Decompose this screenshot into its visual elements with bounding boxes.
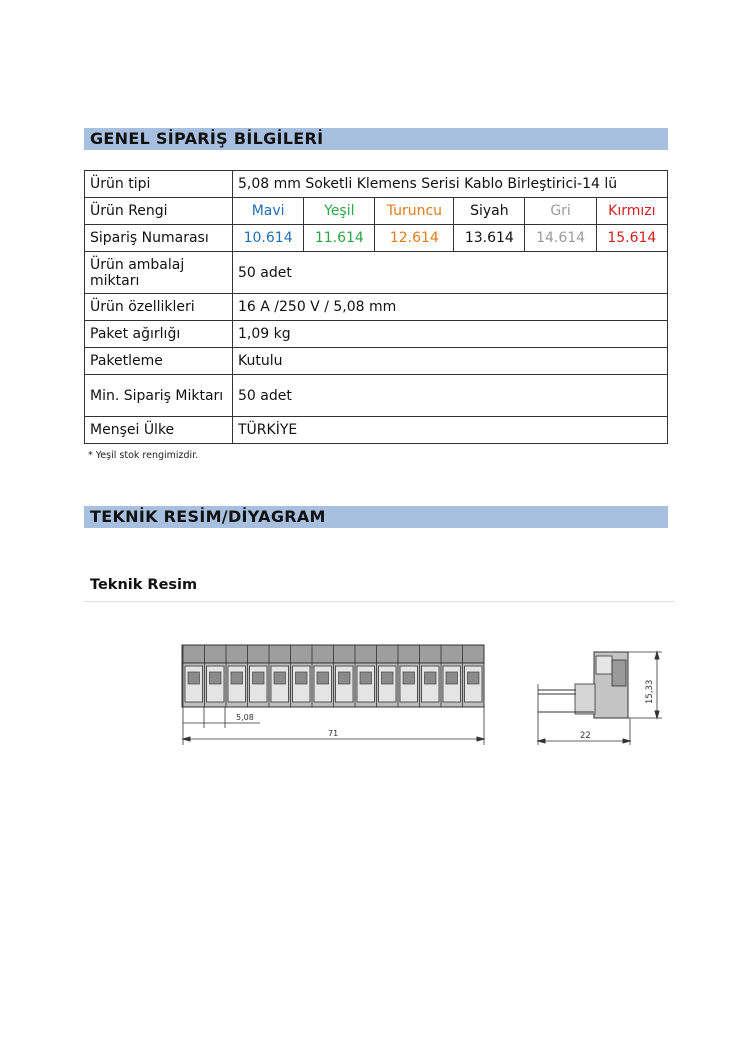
color-name-red: Kırmızı <box>596 198 667 225</box>
side-view <box>538 652 662 745</box>
arrow-top <box>655 652 659 659</box>
weight-label: Paket ağırlığı <box>85 321 233 348</box>
arrow-right <box>477 737 484 741</box>
weight-value: 1,09 kg <box>233 321 668 348</box>
product-color-label: Ürün Rengi <box>85 198 233 225</box>
pole-contact <box>274 672 286 684</box>
section-title-technical-drawing: TEKNİK RESİM/DİYAGRAM <box>84 506 668 528</box>
features-label: Ürün özellikleri <box>85 294 233 321</box>
color-name-orange: Turuncu <box>375 198 454 225</box>
side-screw-slot <box>596 656 612 674</box>
color-name-black: Siyah <box>454 198 525 225</box>
pole-contact <box>468 672 480 684</box>
origin-label: Menşei Ülke <box>85 417 233 444</box>
packing-label: Paketleme <box>85 348 233 375</box>
height-label: 15,33 <box>645 679 655 704</box>
order-number-blue: 10.614 <box>233 225 304 252</box>
features-value: 16 A /250 V / 5,08 mm <box>233 294 668 321</box>
color-name-green: Yeşil <box>304 198 375 225</box>
stock-color-note: * Yeşil stok rengimizdir. <box>88 450 199 461</box>
pole-contact <box>210 672 222 684</box>
pole-contact <box>360 672 372 684</box>
pitch-label: 5,08 <box>236 713 254 722</box>
arrow-right <box>623 739 630 743</box>
order-number-green: 11.614 <box>304 225 375 252</box>
min-order-value: 50 adet <box>233 375 668 417</box>
pole-contact <box>253 672 265 684</box>
color-name-blue: Mavi <box>233 198 304 225</box>
min-order-label: Min. Sipariş Miktarı <box>85 375 233 417</box>
order-number-orange: 12.614 <box>375 225 454 252</box>
order-number-label: Sipariş Numarası <box>85 225 233 252</box>
pole-contact <box>446 672 458 684</box>
order-number-black: 13.614 <box>454 225 525 252</box>
side-wire-entry <box>575 684 595 714</box>
arrow-bottom <box>655 711 659 718</box>
pole-contact <box>339 672 351 684</box>
connector-top <box>182 645 484 663</box>
section-title-general-order-info: GENEL SİPARİŞ BİLGİLERİ <box>84 128 668 150</box>
pole-contact <box>188 672 200 684</box>
product-type-value: 5,08 mm Soketli Klemens Serisi Kablo Birleştirici-14 lü <box>233 171 668 198</box>
order-number-gray: 14.614 <box>525 225 596 252</box>
packaging-qty-label: Ürün ambalaj miktarı <box>85 252 233 294</box>
pole-contact <box>317 672 329 684</box>
side-plug <box>612 660 626 686</box>
packaging-qty-value: 50 adet <box>233 252 668 294</box>
origin-value: TÜRKİYE <box>233 417 668 444</box>
packing-value: Kutulu <box>233 348 668 375</box>
pole-contact <box>382 672 394 684</box>
color-name-gray: Gri <box>525 198 596 225</box>
pole-contact <box>425 672 437 684</box>
depth-label: 22 <box>580 731 591 741</box>
length-label: 71 <box>328 729 339 738</box>
product-type-label: Ürün tipi <box>85 171 233 198</box>
arrow-left <box>538 739 545 743</box>
arrow-left <box>183 737 190 741</box>
pole-contact <box>231 672 243 684</box>
subsection-title: Teknik Resim <box>90 577 198 593</box>
order-number-red: 15.614 <box>596 225 667 252</box>
pole-contact <box>403 672 415 684</box>
pole-contact <box>296 672 308 684</box>
